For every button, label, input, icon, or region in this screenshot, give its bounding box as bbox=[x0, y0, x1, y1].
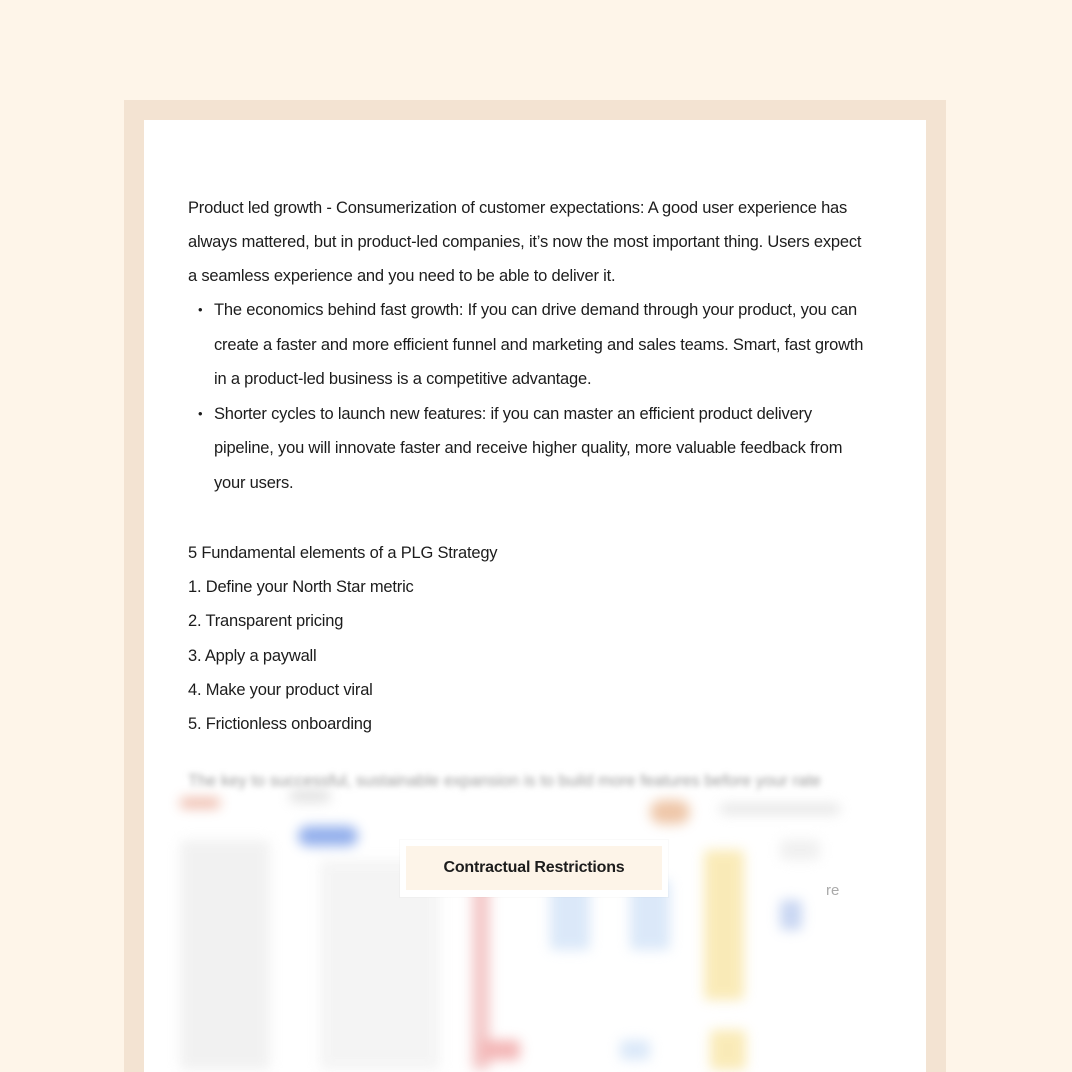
restriction-label: Contractual Restrictions bbox=[406, 846, 662, 890]
list-item-5: 5. Frictionless onboarding bbox=[188, 715, 372, 734]
partial-text: re bbox=[826, 882, 840, 899]
bullet-item-shorter-cycles: • Shorter cycles to launch new features: if you can master an efficient product delivery pipeline, you will innovate faster and receive higher quality, more valuable feedback from your users. bbox=[214, 397, 868, 501]
document-page bbox=[144, 120, 926, 1072]
list-title: 5 Fundamental elements of a PLG Strategy bbox=[188, 544, 498, 562]
list-item-3: 3. Apply a paywall bbox=[188, 646, 317, 665]
list-item-4: 4. Make your product viral bbox=[188, 680, 373, 699]
intro-paragraph: Product led growth - Consumerization of customer expectations: A good user experience has always mattered, but in product-led companies, it’s now the most important thing. Users expect a seamless experience and you need to be able to deliver it. bbox=[188, 199, 862, 285]
bullet-list bbox=[188, 293, 868, 500]
bullet-item-economics: • The economics behind fast growth: If you can drive demand through your product, you can create a faster and more efficient funnel and marketing and sales teams. Smart, fast growth in a product-led business is a competitive advantage. bbox=[214, 293, 868, 397]
list-item-2: 2. Transparent pricing bbox=[188, 612, 344, 631]
document-content bbox=[188, 191, 868, 741]
list-item-1: 1. Define your North Star metric bbox=[188, 578, 414, 597]
blurred-screenshot bbox=[180, 790, 860, 1072]
contractual-restrictions-badge bbox=[400, 840, 668, 897]
blurred-paragraph: The key to successful, sustainable expansion is to build more features before your rate bbox=[188, 772, 821, 790]
